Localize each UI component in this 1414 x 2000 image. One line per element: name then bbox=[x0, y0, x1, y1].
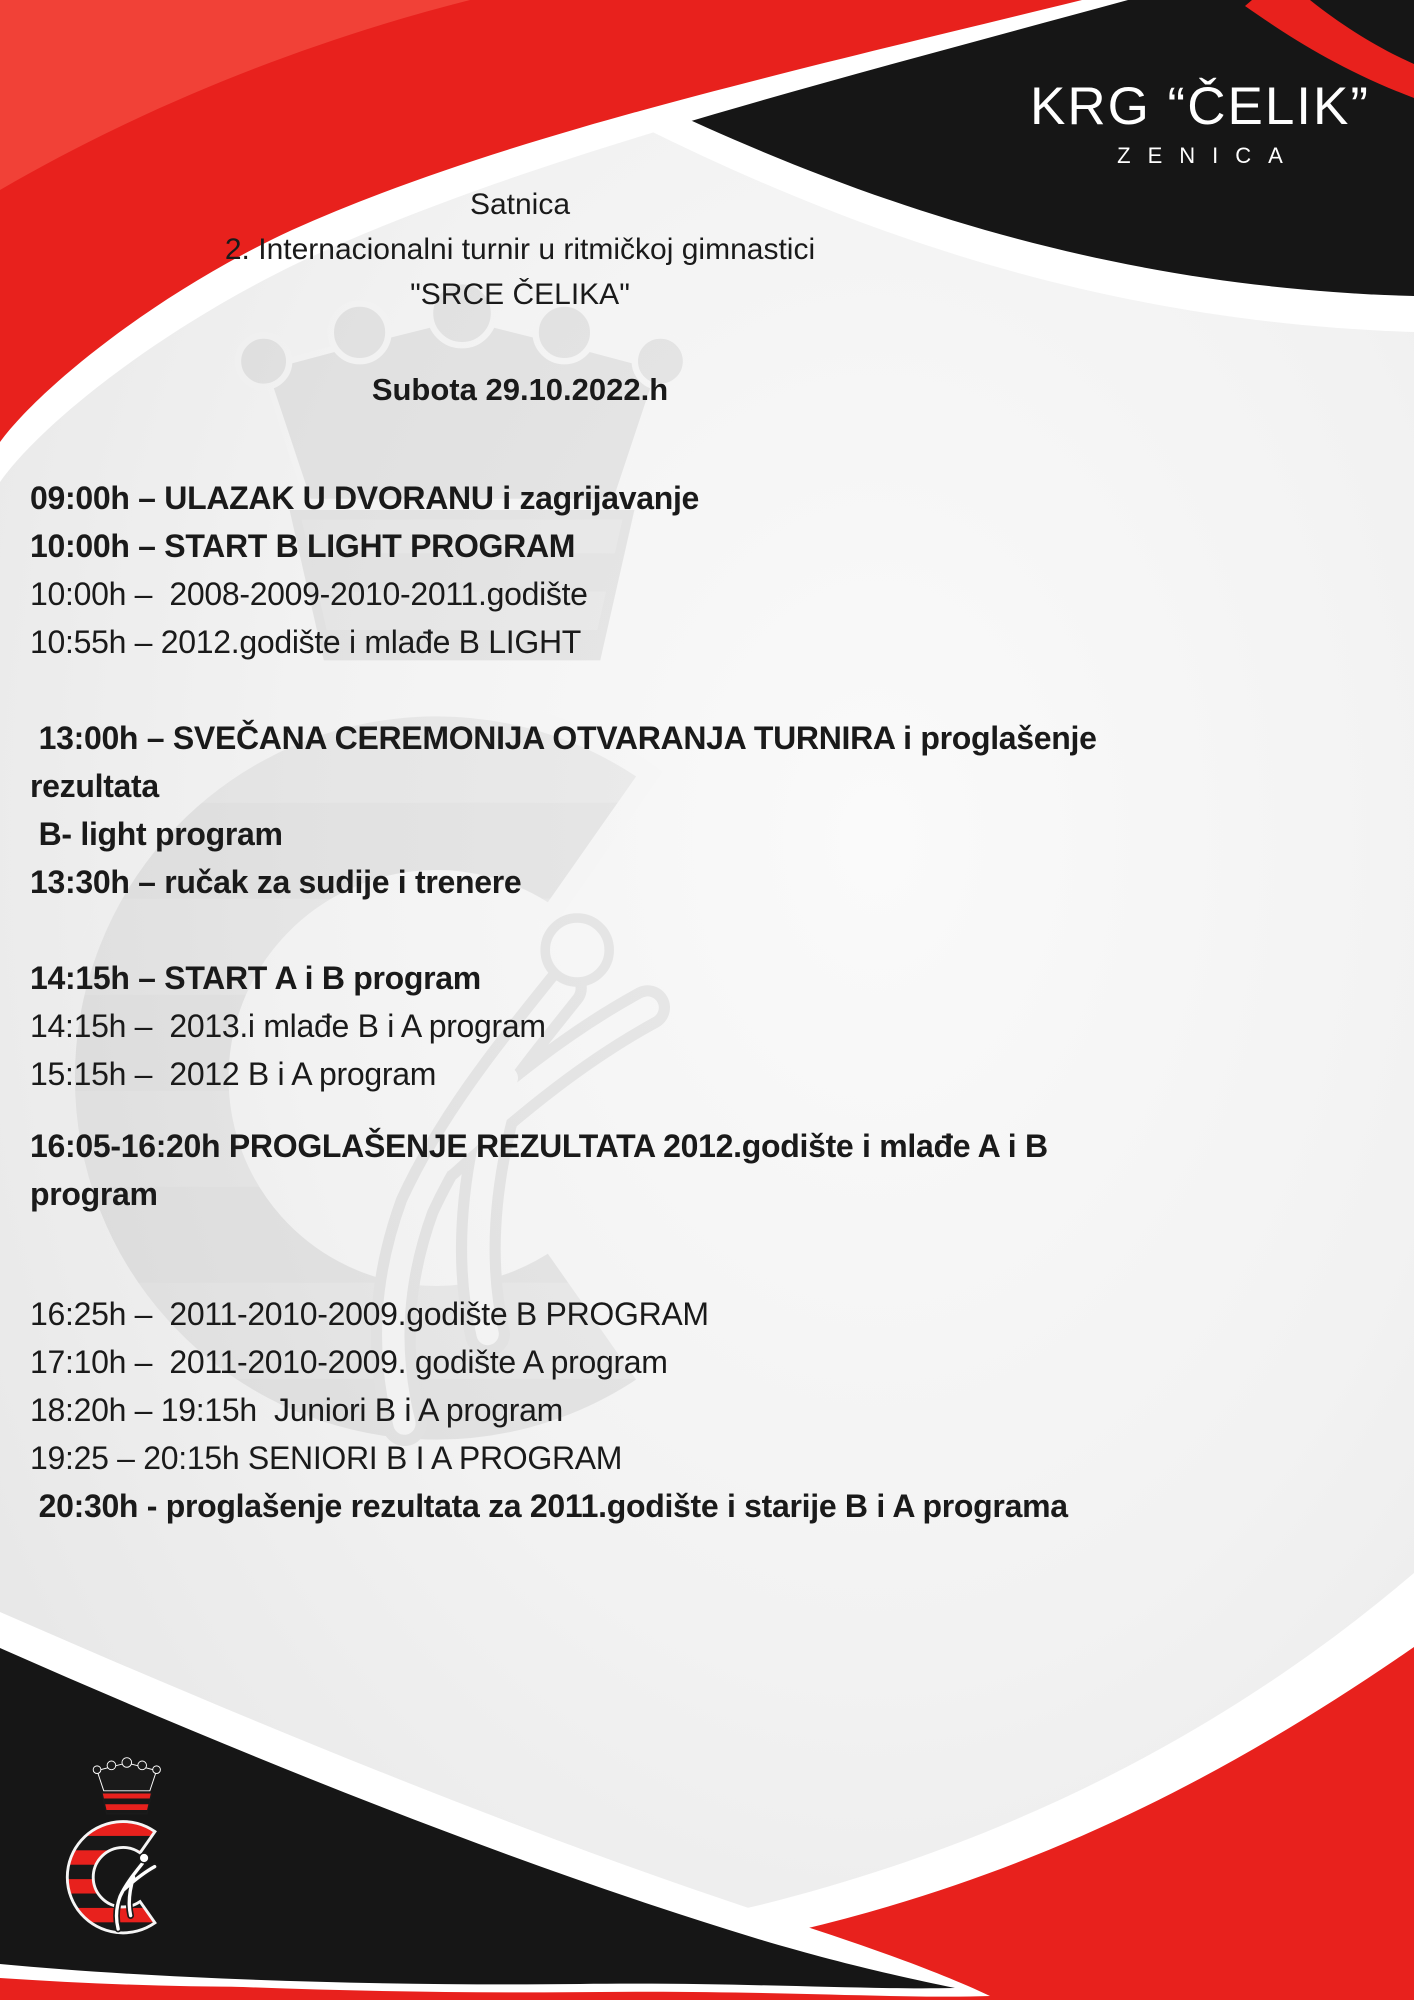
schedule-line: 09:00h – ULAZAK U DVORANU i zagrijavanje bbox=[30, 480, 700, 516]
event-name: "SRCE ČELIKA" bbox=[410, 278, 630, 311]
schedule-line bbox=[30, 906, 1410, 954]
schedule-line: B- light program bbox=[30, 816, 283, 852]
schedule-line bbox=[30, 1218, 1410, 1254]
club-name: KRG “ČELIK” bbox=[1029, 77, 1371, 136]
schedule-line: 19:25 – 20:15h SENIORI B I A PROGRAM bbox=[30, 1440, 623, 1476]
schedule-line: 15:15h – 2012 B i A program bbox=[30, 1056, 437, 1092]
schedule-line: 10:55h – 2012.godište i mlađe B LIGHT bbox=[30, 624, 582, 660]
club-city: ZENICA bbox=[1117, 143, 1300, 168]
event-subtitle: 2. Internacionalni turnir u ritmičkoj gimnastici bbox=[224, 233, 816, 266]
schedule-line: program bbox=[30, 1176, 158, 1212]
schedule-line: 16:25h – 2011-2010-2009.godište B PROGRAM bbox=[30, 1296, 709, 1332]
schedule-line: 10:00h – 2008-2009-2010-2011.godište bbox=[30, 576, 588, 612]
schedule-line: 16:05-16:20h PROGLAŠENJE REZULTATA 2012.godište i mlađe A i B bbox=[30, 1128, 1048, 1164]
schedule-line: 13:30h – ručak za sudije i trenere bbox=[30, 864, 522, 900]
schedule-line bbox=[30, 666, 1410, 714]
header bbox=[0, 182, 1040, 317]
schedule-line: 14:15h – 2013.i mlađe B i A program bbox=[30, 1008, 546, 1044]
date-heading: Subota 29.10.2022.h bbox=[371, 372, 669, 407]
schedule-line: 18:20h – 19:15h Juniori B i A program bbox=[30, 1392, 563, 1428]
club-brand bbox=[980, 76, 1414, 169]
schedule-line: 10:00h – START B LIGHT PROGRAM bbox=[30, 528, 576, 564]
schedule-line bbox=[30, 1254, 1410, 1290]
schedule-line: 14:15h – START A i B program bbox=[30, 960, 481, 996]
page-title: Satnica bbox=[469, 188, 571, 221]
schedule-line: 17:10h – 2011-2010-2009. godište A program bbox=[30, 1344, 668, 1380]
schedule-line: 20:30h - proglašenje rezultata za 2011.godište i starije B i A programa bbox=[30, 1488, 1068, 1524]
schedule-list bbox=[30, 474, 1410, 1530]
schedule-line: 13:00h – SVEČANA CEREMONIJA OTVARANJA TURNIRA i proglašenje bbox=[30, 720, 1097, 756]
schedule-line: rezultata bbox=[30, 768, 159, 804]
